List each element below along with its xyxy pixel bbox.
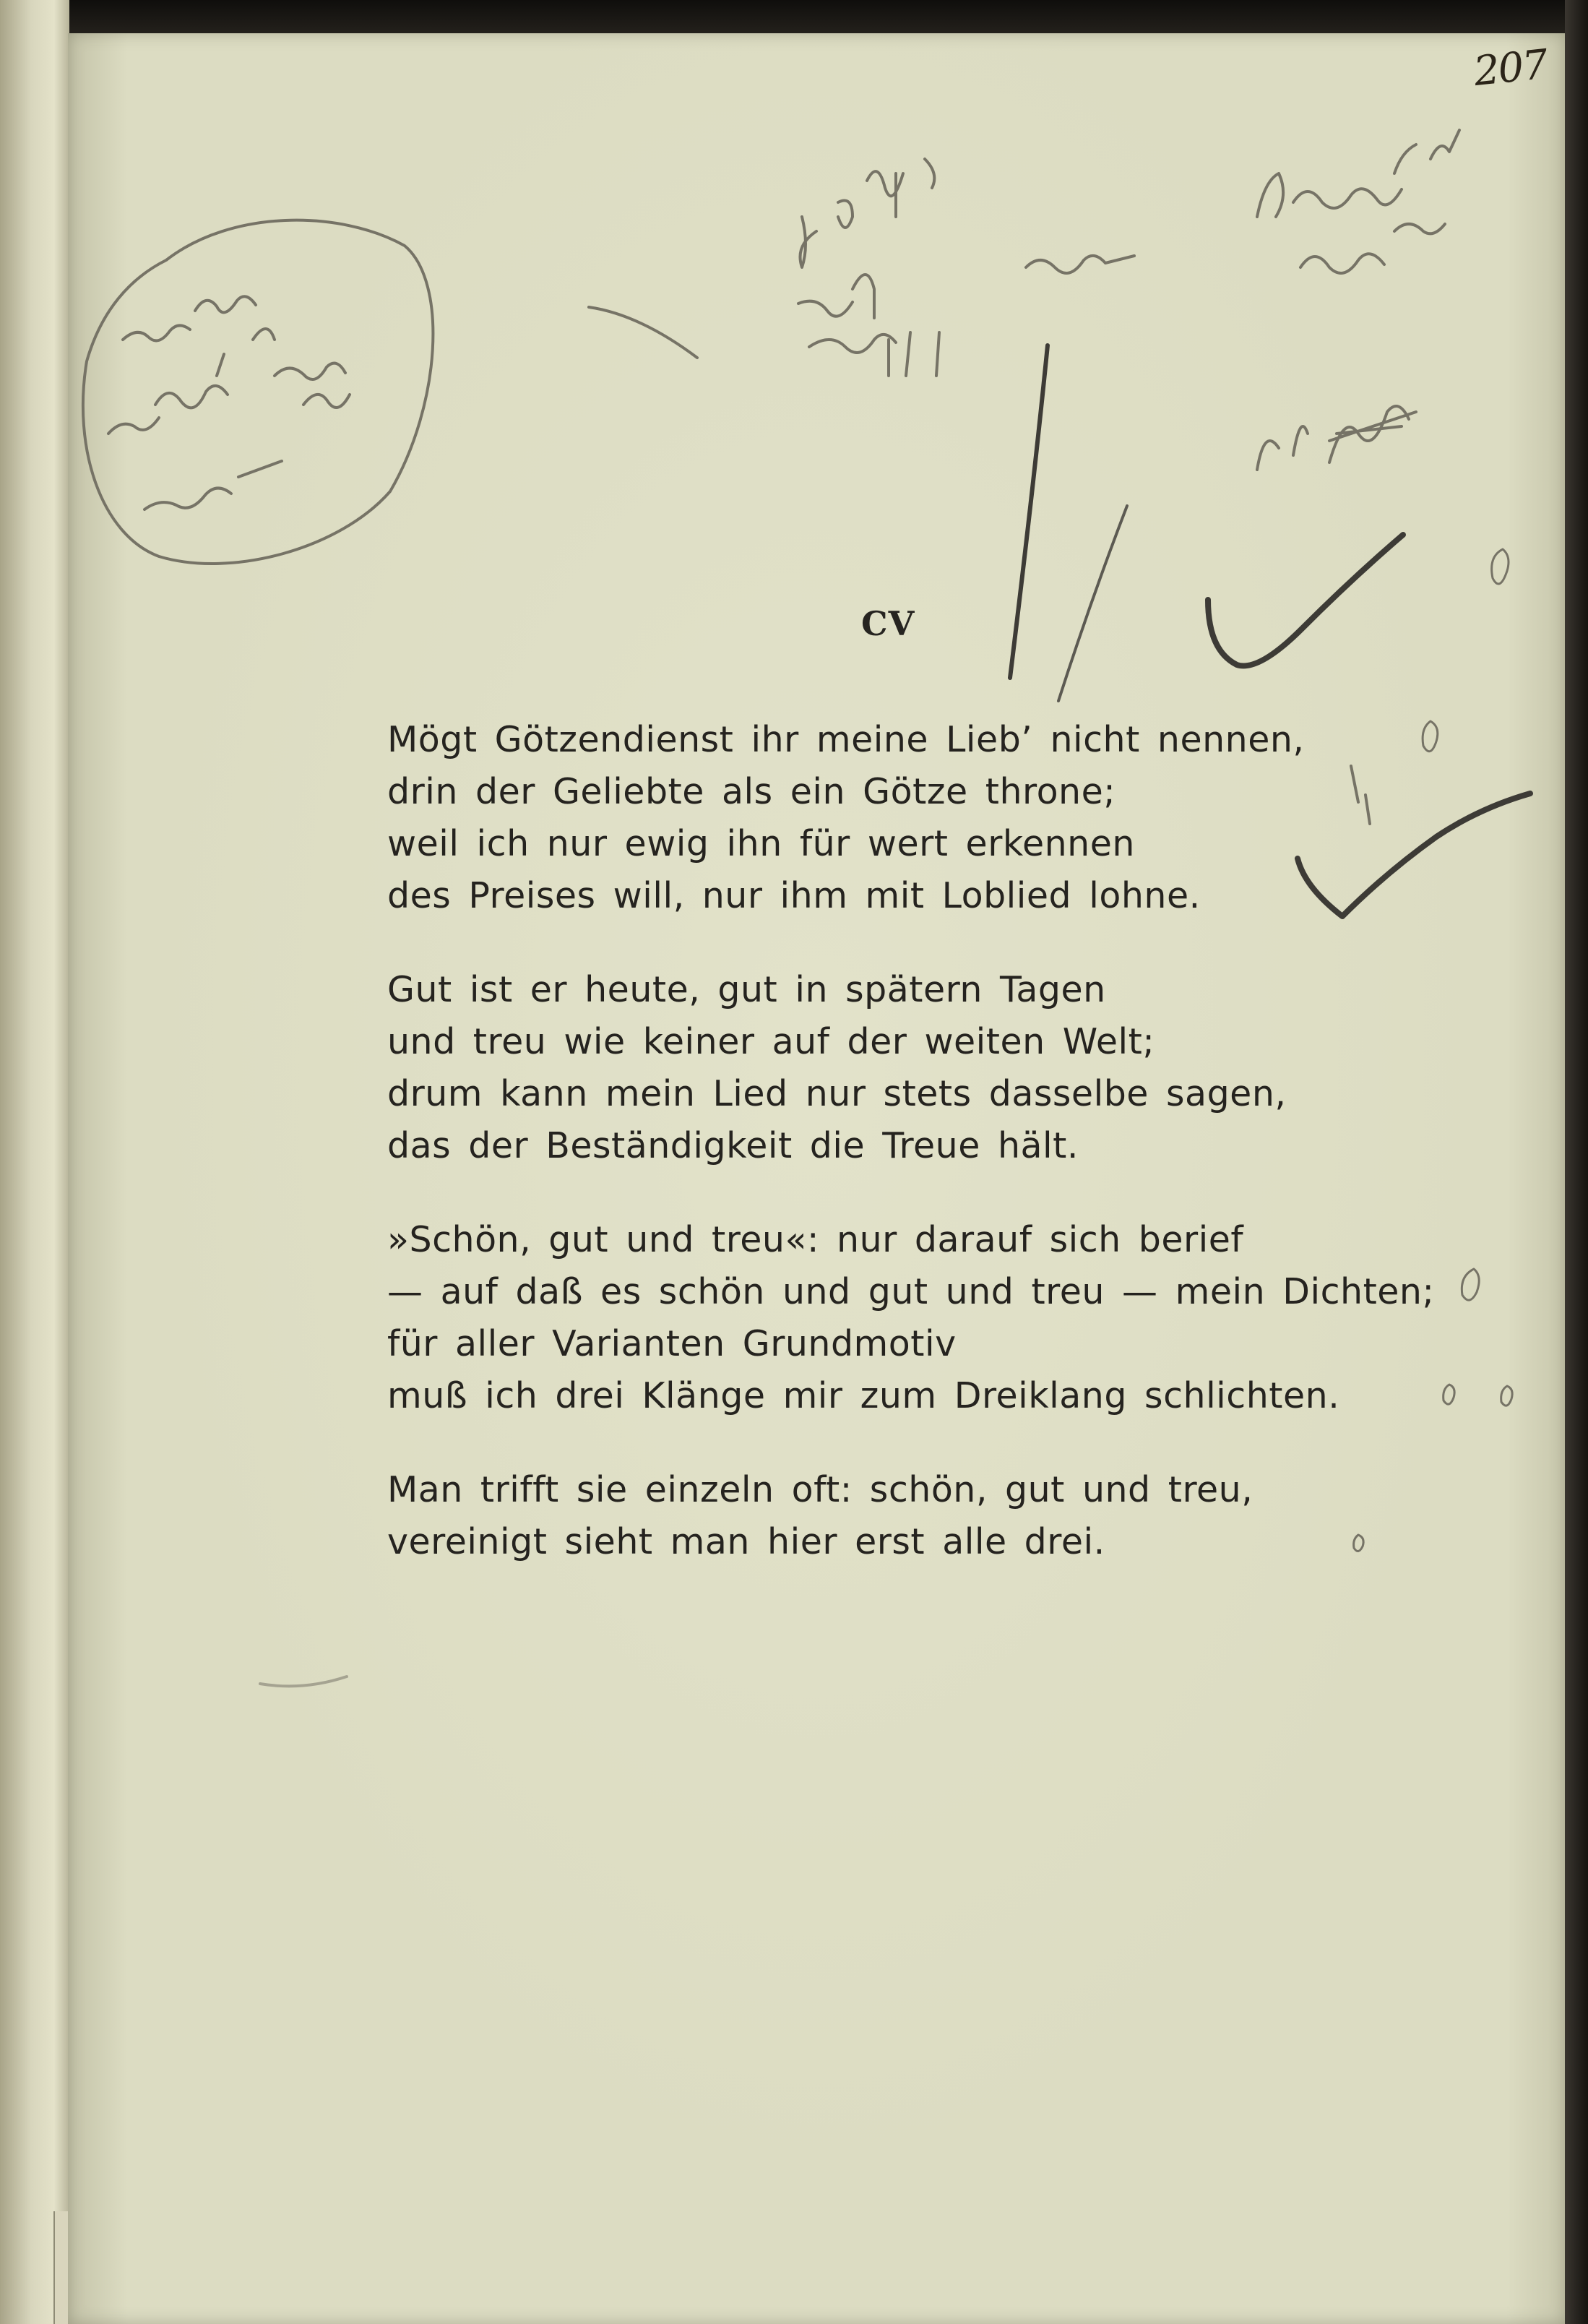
verse-line: weil ich nur ewig ihn für wert erkennen [387,823,1135,864]
verse-line: vereinigt sieht man hier erst alle drei. [387,1521,1105,1562]
pencil-note-top [798,159,1134,376]
stanza [387,1214,1435,1422]
verse-line: — auf daß es schön und gut und treu — mein Dichten; [387,1271,1435,1312]
verse-line: Gut ist er heute, gut in spätern Tagen [387,969,1106,1010]
verse-line: des Preises will, nur ihm mit Loblied lohne. [387,875,1201,916]
verse-line: drin der Geliebte als ein Götze throne; [387,771,1116,812]
circled-note-outline [83,220,433,564]
struck-scribble [1257,406,1416,470]
poem-number: CV [861,604,915,643]
verse-line: drum kann mein Lied nur stets dasselbe sagen, [387,1073,1287,1114]
poem-text [387,714,1435,1610]
verse-line: das der Beständigkeit die Treue hält. [387,1125,1079,1166]
margin-mark-circle-2 [1423,721,1438,752]
verse-line: Man trifft sie einzeln oft: schön, gut und treu, [387,1469,1253,1510]
stanza [387,1464,1413,1568]
verse-line: und treu wie keiner auf der weiten Welt; [387,1021,1155,1062]
diagonal-pencil-line [1058,506,1127,701]
check-mark-upper [1208,535,1403,666]
stanza [387,714,1413,922]
pencil-note-right [1257,130,1459,273]
verse-line: muß ich drei Klänge mir zum Dreiklang schlichten. [387,1375,1340,1416]
page-smudge [260,1677,347,1686]
stanza [387,964,1413,1172]
margin-mark-circle-4 [1444,1385,1454,1404]
vertical-pencil-line [1010,345,1048,678]
verse-line: »Schön, gut und treu«: nur darauf sich berief [387,1219,1244,1260]
verse-line: für aller Varianten Grundmotiv [387,1323,957,1364]
verse-line: Mögt Götzendienst ihr meine Lieb’ nicht nennen, [387,719,1305,760]
margin-mark-circle-3 [1462,1269,1479,1300]
margin-mark-circle-5 [1501,1386,1512,1406]
circled-note-writing [108,296,350,509]
margin-mark-circle-1 [1492,549,1509,584]
pointer-stroke [589,307,697,358]
handwritten-page-number: 207 [1471,40,1550,96]
